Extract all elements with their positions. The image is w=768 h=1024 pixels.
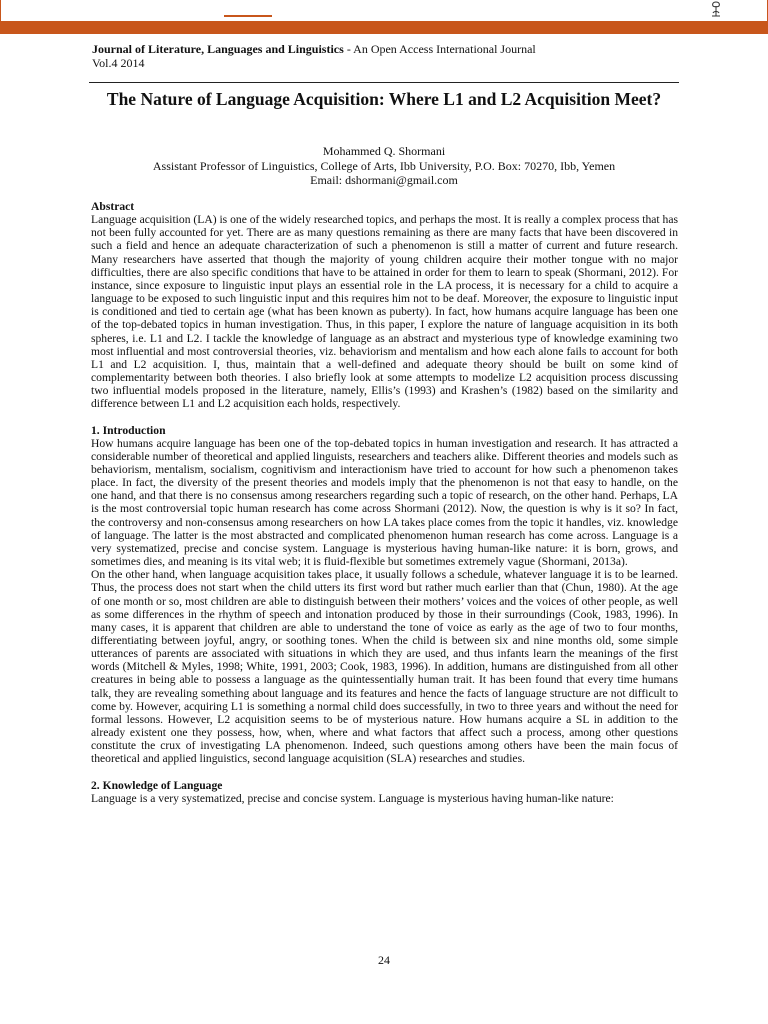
intro-paragraph-2: On the other hand, when language acquisition takes place, it usually follows a schedule, whatever language it is to be learned. Thus, the process does not start when the child utters its first word but rather much earlier than that (Chun, 1980). At the age of one month or so, most children are able to distinguish between their mothers’ voices and the voices of other people, as well as some differences in the rhythm of speech and intonation produced by those in their surroundings (Cook, 1983, 1996). In many cases, it is apparent that children are able to understand the tone of voice as early as the age of two to four months, differentiating between joyful, angry, or soothing tones. When the child is between six and nine months old, some simple utterances of parents are associated with situations in which they are used, and thus infants learn the meanings of the first words (Mitchell & Myles, 1998; White, 1991, 2003; Cook, 1983, 1996). In addition, humans are distinguished from all other creatures in being able to possess a language as the quintessentially human trait. It has been found that every time humans talk, they are revealing something about language and its features and hence the facts of language structure are not difficult to come by. However, acquiring L1 is something a normal child does successfully, in two to three years and without the need for formal lessons. However, L2 acquisition seems to be of mysterious nature. How humans acquire a SL in addition to the already existent one they possess, how, when, where and what factors that affect such a process, among other questions constitute the crux of investigating LA phenomenon. Indeed, such questions among others have been the main focus of theoretical and applied linguistics, second language acquisition (SLA) researches and studies. <box>91 568 678 766</box>
author-block <box>89 144 679 188</box>
journal-logo-icon <box>708 1 724 19</box>
author-name: Mohammed Q. Shormani <box>322 144 446 158</box>
journal-title-line <box>92 42 536 56</box>
journal-volume: Vol.4 2014 <box>92 56 145 70</box>
section-heading-introduction: 1. Introduction <box>91 423 166 437</box>
article-title: The Nature of Language Acquisition: Where L1 and L2 Acquisition Meet? <box>106 89 662 109</box>
banner-tab-underline <box>224 15 272 17</box>
banner-strip <box>0 21 768 34</box>
journal-banner <box>0 0 768 34</box>
page-number: 24 <box>378 953 390 967</box>
intro-paragraph-1: How humans acquire language has been one of the top-debated topics in human investigation and research. It has attracted a considerable number of theoretical and applied linguists, researchers and teachers alike. Different theories and models such as behaviorism, mentalism, socialism, cognitivism and interactionism have tried to account for how such a phenomenon takes place. In fact, the diversity of the present theories and models imply that the phenomenon is not that easy to handle, on the one hand, and that there is no consensus among researchers regarding such a topic of research, on the other hand. Perhaps, LA is the most controversial topic human research has come across Shormani (2012). Now, the question is why is it so? In fact, the controversy and non-consensus among researchers on how LA takes place comes from the topic it handles, viz. knowledge of language. The latter is the most abstracted and complicated phenomenon human research has come across. Language is a very systematized, precise and concise system. Language is mysterious having human-like nature: it is born, grows, and sometimes dies, and meaning is its vital web; it is fluid-flexible but sometimes extremely vague (Shormani, 2013a). <box>91 436 678 569</box>
header-rule <box>89 82 679 83</box>
journal-suffix: - An Open Access International Journal <box>343 42 536 56</box>
author-email: Email: dshormani@gmail.com <box>310 173 458 187</box>
knowledge-paragraph-1: Language is a very systematized, precise and concise system. Language is mysterious having human-like nature: <box>91 791 614 805</box>
abstract-text: Language acquisition (LA) is one of the widely researched topics, and perhaps the most. It is really a complex process that has not been fully accounted for yet. There are as many questions remaining as there are many facts that have been discovered in such a field and hence an adequate characterization of such a phenomenon is still a matter of current and future research. Many researchers have asserted that though the majority of young children acquire their mother tongue with no major difficulties, there are also specific conditions that have to be attained in order for them to learn to speak (Shormani, 2012). For instance, since exposure to linguistic input plays an essential role in the LA process, it is necessary for a child to acquire a language to be exposed to such linguistic input and this requires him not to be deaf. Moreover, the exposure to linguistic input is conditioned and tied to certain age (what has been known as puberty). In fact, how humans acquire language has been one of the top-debated topics in human investigation. Thus, in this paper, I explore the nature of language acquisition in its both spheres, i.e. L1 and L2. I tackle the knowledge of language as an abstract and mysterious type of knowledge examining two most influential and most controversial theories, viz. behaviorism and mentalism and how each alone fails to account for both L1 and L2 acquisition. I, thus, maintain that a well-defined and adequate theory should be built on some kind of complementarity between both theories. I also briefly look at some attempts to modelize L2 acquisition process discussing two influential models proposed in the literature, namely, Ellis’s (1993) and Krashen’s (1982) based on the similarity and difference between L1 and L2 acquisition each holds, respectively. <box>91 213 678 411</box>
section-heading-knowledge: 2. Knowledge of Language <box>91 778 223 792</box>
abstract-heading: Abstract <box>91 200 135 213</box>
section-gap <box>91 766 678 779</box>
journal-name: Journal of Literature, Languages and Linguistics <box>92 42 344 56</box>
article-body <box>91 200 678 805</box>
author-affiliation: Assistant Professor of Linguistics, College of Arts, Ibb University, P.O. Box: 70270, Ibb, Yemen <box>152 158 616 173</box>
banner-left-rule <box>0 0 1 21</box>
section-gap <box>91 411 678 424</box>
journal-header <box>92 42 536 70</box>
